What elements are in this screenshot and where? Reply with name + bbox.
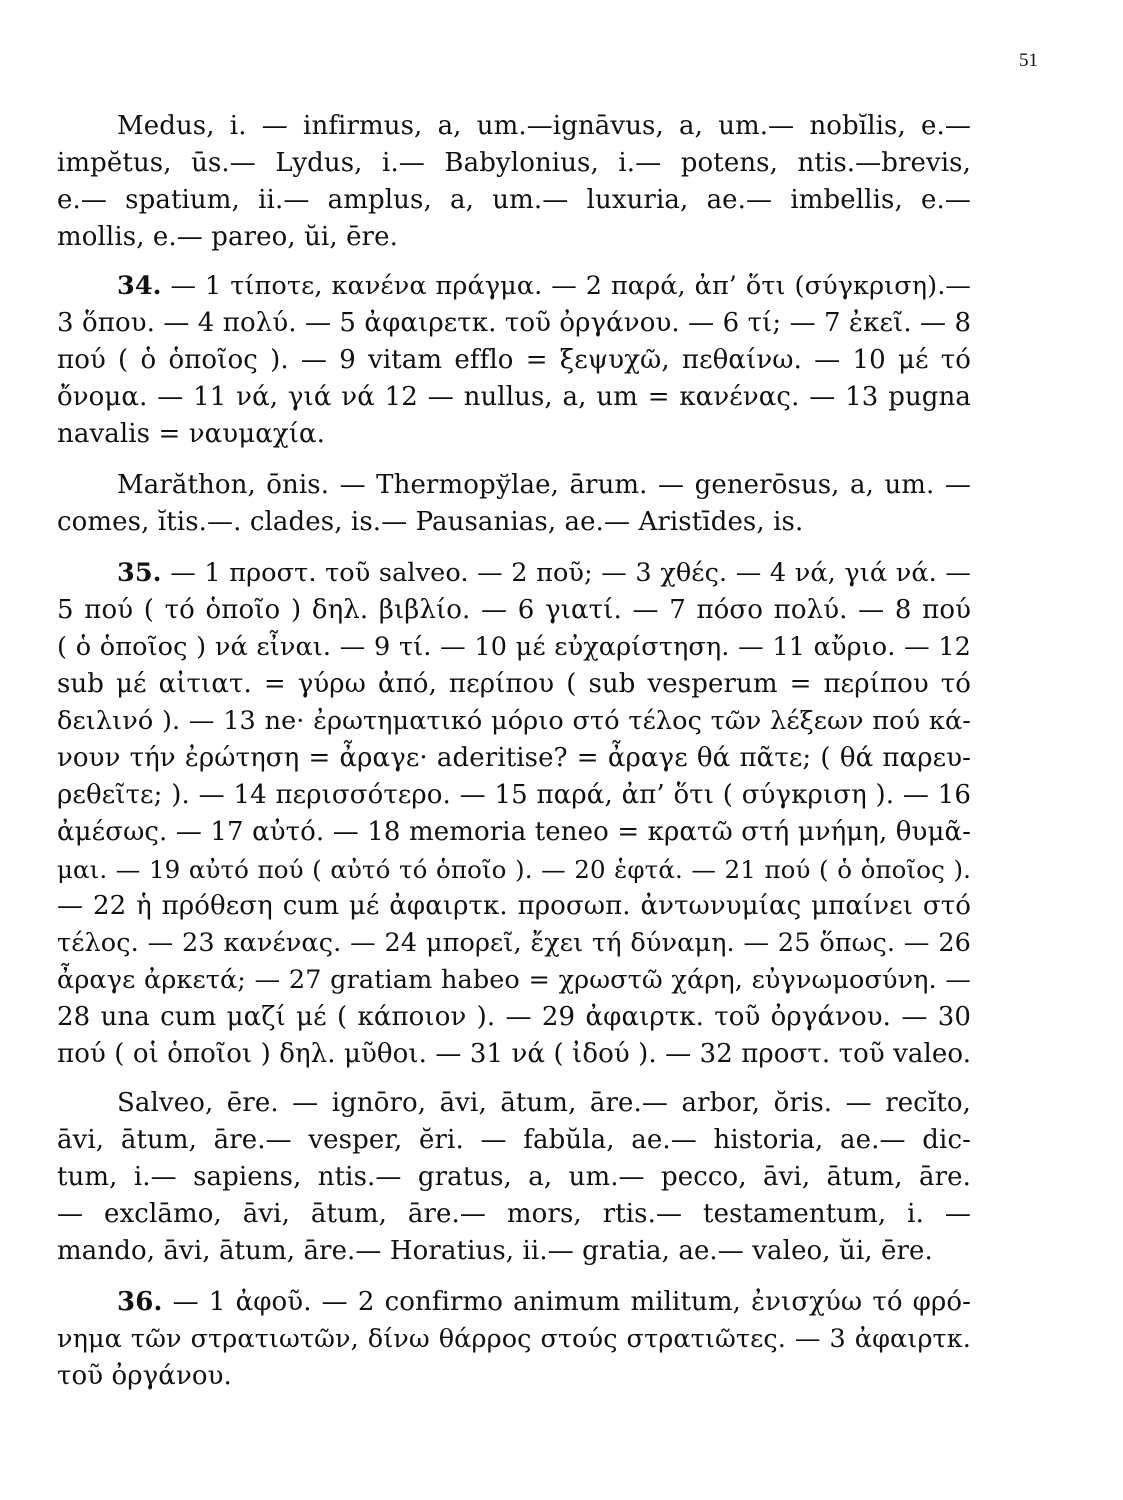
page-number: 51 — [1019, 50, 1038, 71]
section-number: 34. — [117, 271, 162, 301]
vocab-paragraph — [57, 1085, 971, 1270]
text-line — [57, 555, 971, 592]
text-line: μαι. — 19 αὐτό πού ( αὐτό τό ὁποῖο ). — 20 ἑφτά. — 21 πού ( ὁ ὁποῖος ). — [57, 855, 971, 884]
section-34 — [57, 268, 971, 453]
text-line: — 22 ἡ πρόθεση cum μέ ἀφαιρτκ. προσωπ. ἀντωνυμίας μπαίνει στό — [57, 891, 971, 921]
text-span: — 1 ἀφοῦ. — 2 confirmo animum militum, ἐνισχύω τό φρό- — [162, 1287, 971, 1317]
text-line: τοῦ ὀργάνου. — [57, 1361, 232, 1391]
section-35 — [57, 555, 971, 1073]
vocab-paragraph — [57, 108, 971, 256]
section-number: 36. — [117, 1287, 163, 1317]
text-line: ἀμέσως. — 17 αὐτό. — 18 memoria teneo = κρατῶ στή μνήμη, θυμᾶ- — [57, 817, 971, 847]
text-line: comes, ĭtis.—. clades, is.— Pausanias, ae.— Aristīdes, is. — [57, 507, 804, 537]
page-body — [57, 108, 971, 1407]
text-line: 3 ὅπου. — 4 πολύ. — 5 ἀφαιρετκ. τοῦ ὀργάνου. — 6 τί; — 7 ἐκεῖ. — 8 — [57, 308, 972, 338]
text-line: νουν τήν ἐρώτηση = ἆραγε· aderitise? = ἆραγε θά πᾶτε; ( θά παρευ- — [57, 743, 971, 773]
text-line: ( ὁ ὁποῖος ) νά εἶναι. — 9 τί. — 10 μέ εὐχαρίστηση. — 11 αὔριο. — 12 — [57, 632, 971, 662]
text-line: ὄνομα. — 11 νά, γιά νά 12 — nullus, a, um = κανένας. — 13 pugna — [57, 382, 971, 412]
text-line: impĕtus, ūs.— Lydus, i.— Babylonius, i.— potens, ntis.—brevis, — [57, 148, 971, 178]
text-line: āvi, ātum, āre.— vesper, ĕri. — fabŭla, ae.— historia, ae.— dic- — [57, 1125, 971, 1155]
text-line: mollis, e.— pareo, ŭi, ēre. — [57, 222, 398, 252]
vocab-paragraph — [57, 467, 971, 541]
section-number: 35. — [117, 558, 162, 588]
text-line: tum, i.— sapiens, ntis.— gratus, a, um.— pecco, āvi, ātum, āre. — [57, 1162, 971, 1192]
text-line: e.— spatium, ii.— amplus, a, um.— luxuria, ae.— imbellis, e.— — [57, 185, 971, 215]
text-line: πού ( ὁ ὁποῖος ). — 9 vitam efflo = ξεψυχῶ, πεθαίνω. — 10 μέ τό — [57, 345, 971, 375]
text-line: 28 una cum μαζί μέ ( κάποιον ). — 29 ἀφαιρτκ. τοῦ ὀργάνου. — 30 — [57, 1002, 971, 1032]
text-line: πού ( οἱ ὁποῖοι ) δηλ. μῦθοι. — 31 νά ( ἰδού ). — 32 προστ. τοῦ valeo. — [57, 1039, 972, 1069]
text-line: ρεθεῖτε; ). — 14 περισσότερο. — 15 παρά, ἀπ’ ὅτι ( σύγκριση ). — 16 — [57, 780, 971, 810]
text-line: δειλινό ). — 13 ne· ἐρωτηματικό μόριο στό τέλος τῶν λέξεων πού κά- — [57, 706, 971, 736]
text-line: — exclāmo, āvi, ātum, āre.— mors, rtis.— testamentum, i. — — [57, 1199, 971, 1229]
text-span: — 1 τίποτε, κανένα πράγμα. — 2 παρά, ἀπ’ ὅτι (σύγκριση).— — [161, 271, 971, 301]
text-line: Salveo, ēre. — ignōro, āvi, ātum, āre.— arbor, ŏris. — recĭto, — [117, 1088, 971, 1118]
text-line: 5 πού ( τό ὁποῖο ) δηλ. βιβλίο. — 6 γιατί. — 7 πόσο πολύ. — 8 πού — [57, 595, 971, 625]
text-line: τέλος. — 23 κανένας. — 24 μπορεῖ, ἔχει τή δύναμη. — 25 ὅπως. — 26 — [57, 928, 971, 958]
text-line: Medus, i. — infirmus, a, um.—ignāvus, a, um.— nobĭlis, e.— — [117, 111, 971, 141]
section-36 — [57, 1284, 971, 1395]
text-span: — 1 προστ. τοῦ salveo. — 2 ποῦ; — 3 χθές. — 4 νά, γιά νά. — — [161, 558, 971, 588]
text-line: Marăthon, ōnis. — Thermopўlae, ārum. — generōsus, a, um. — — [117, 470, 971, 500]
text-line: ἆραγε ἀρκετά; — 27 gratiam habeo = χρωστῶ χάρη, εὐγνωμοσύνη. — — [57, 965, 971, 995]
text-line: navalis = ναυμαχία. — [57, 419, 326, 449]
text-line: sub μέ αἰτιατ. = γύρω ἀπό, περίπου ( sub vesperum = περίπου τό — [57, 669, 971, 699]
text-line: mando, āvi, ātum, āre.— Horatius, ii.— gratia, ae.— valeo, ŭi, ēre. — [57, 1236, 933, 1266]
text-line — [57, 268, 971, 305]
text-line: νημα τῶν στρατιωτῶν, δίνω θάρρος στούς στρατιῶτες. — 3 ἀφαιρτκ. — [57, 1324, 971, 1354]
text-line — [57, 1284, 971, 1321]
